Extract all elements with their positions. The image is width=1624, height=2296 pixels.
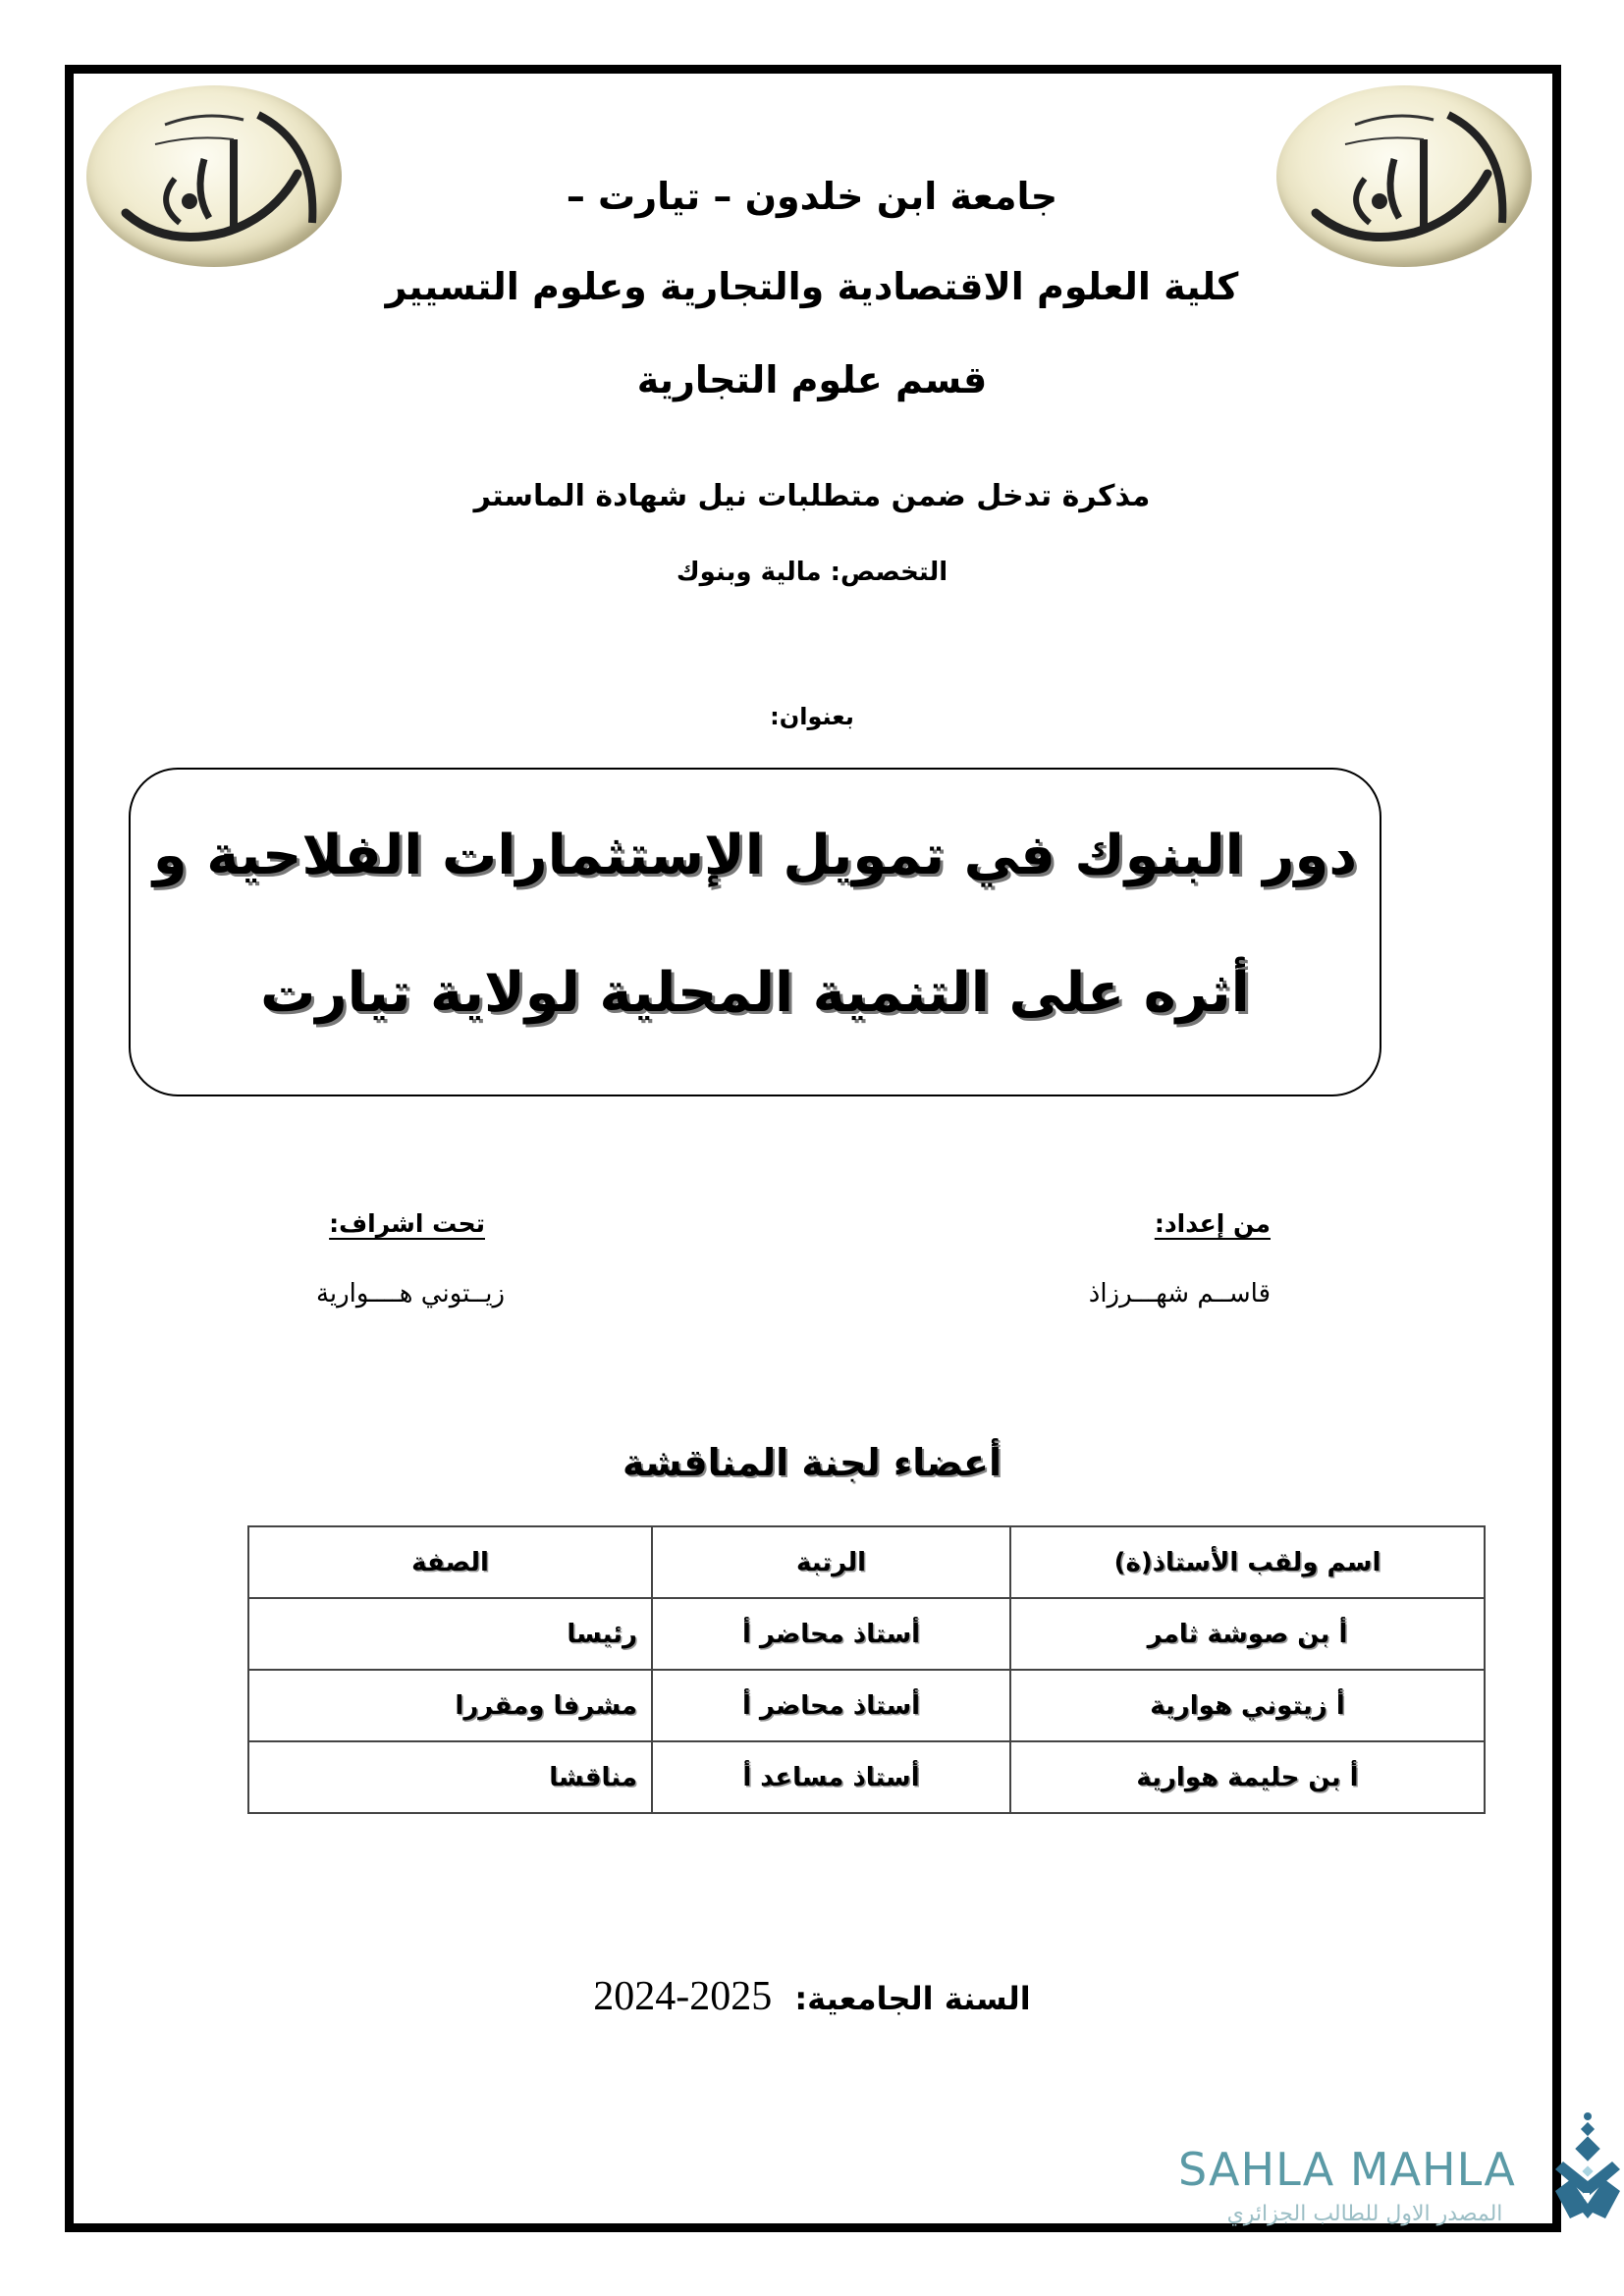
- watermark-tagline: المصدر الاول للطالب الجزائري: [1226, 2202, 1503, 2226]
- table-row: [248, 1670, 1485, 1741]
- table-row: [248, 1598, 1485, 1670]
- member-name: أ بن حليمة هوارية: [1010, 1741, 1485, 1813]
- sahla-mahla-logo-icon: [1551, 2110, 1624, 2223]
- supervised-by-label: تحت اشراف:: [329, 1209, 485, 1238]
- member-role: رئيسا: [248, 1598, 652, 1670]
- member-rank: أستاذ محاضر أ: [652, 1670, 1010, 1741]
- prepared-by-name: قاســم شهـــرزاذ: [1088, 1279, 1271, 1308]
- committee-table: [247, 1525, 1486, 1814]
- member-name: أ بن صوشة ثامر: [1010, 1598, 1485, 1670]
- column-header-role: الصفة: [248, 1526, 652, 1598]
- faculty-name: كلية العلوم الاقتصادية والتجارية وعلوم التسيير: [385, 265, 1239, 308]
- watermark-brand: SAHLA MAHLA: [1178, 2143, 1516, 2196]
- supervisor-name: زيــتوني هــــوارية: [315, 1279, 505, 1308]
- thesis-title-box: [129, 768, 1381, 1096]
- department-name: قسم علوم التجارية: [636, 358, 988, 401]
- thesis-title-line-1: دور البنوك في تمويل الإستثمارات الفلاحية و: [152, 824, 1358, 887]
- table-header-row: [248, 1526, 1485, 1598]
- column-header-rank: الرتبة: [652, 1526, 1010, 1598]
- academic-year: [0, 1973, 1624, 2020]
- member-rank: أستاذ محاضر أ: [652, 1598, 1010, 1670]
- committee-title: أعضاء لجنة المناقشة: [623, 1441, 1001, 1484]
- university-name: جامعة ابن خلدون – تيارت –: [566, 175, 1058, 218]
- academic-year-value: 2025-2024: [593, 1974, 773, 2019]
- title-label: بعنوان:: [770, 703, 854, 730]
- member-role: مشرفا ومقررا: [248, 1670, 652, 1741]
- memo-statement: مذكرة تدخل ضمن متطلبات نيل شهادة الماستر: [473, 479, 1151, 513]
- member-rank: أستاذ مساعد أ: [652, 1741, 1010, 1813]
- member-role: مناقشا: [248, 1741, 652, 1813]
- table-row: [248, 1741, 1485, 1813]
- academic-year-label: السنة الجامعية:: [794, 1980, 1031, 2017]
- prepared-by-label: من إعداد:: [1154, 1209, 1271, 1238]
- thesis-title-line-2: أثره على التنمية المحلية لولاية تيارت: [260, 961, 1250, 1025]
- specialty: التخصص: مالية وبنوك: [676, 558, 948, 587]
- member-name: أ زيتوني هوارية: [1010, 1670, 1485, 1741]
- column-header-name: اسم ولقب الأستاذ(ة): [1010, 1526, 1485, 1598]
